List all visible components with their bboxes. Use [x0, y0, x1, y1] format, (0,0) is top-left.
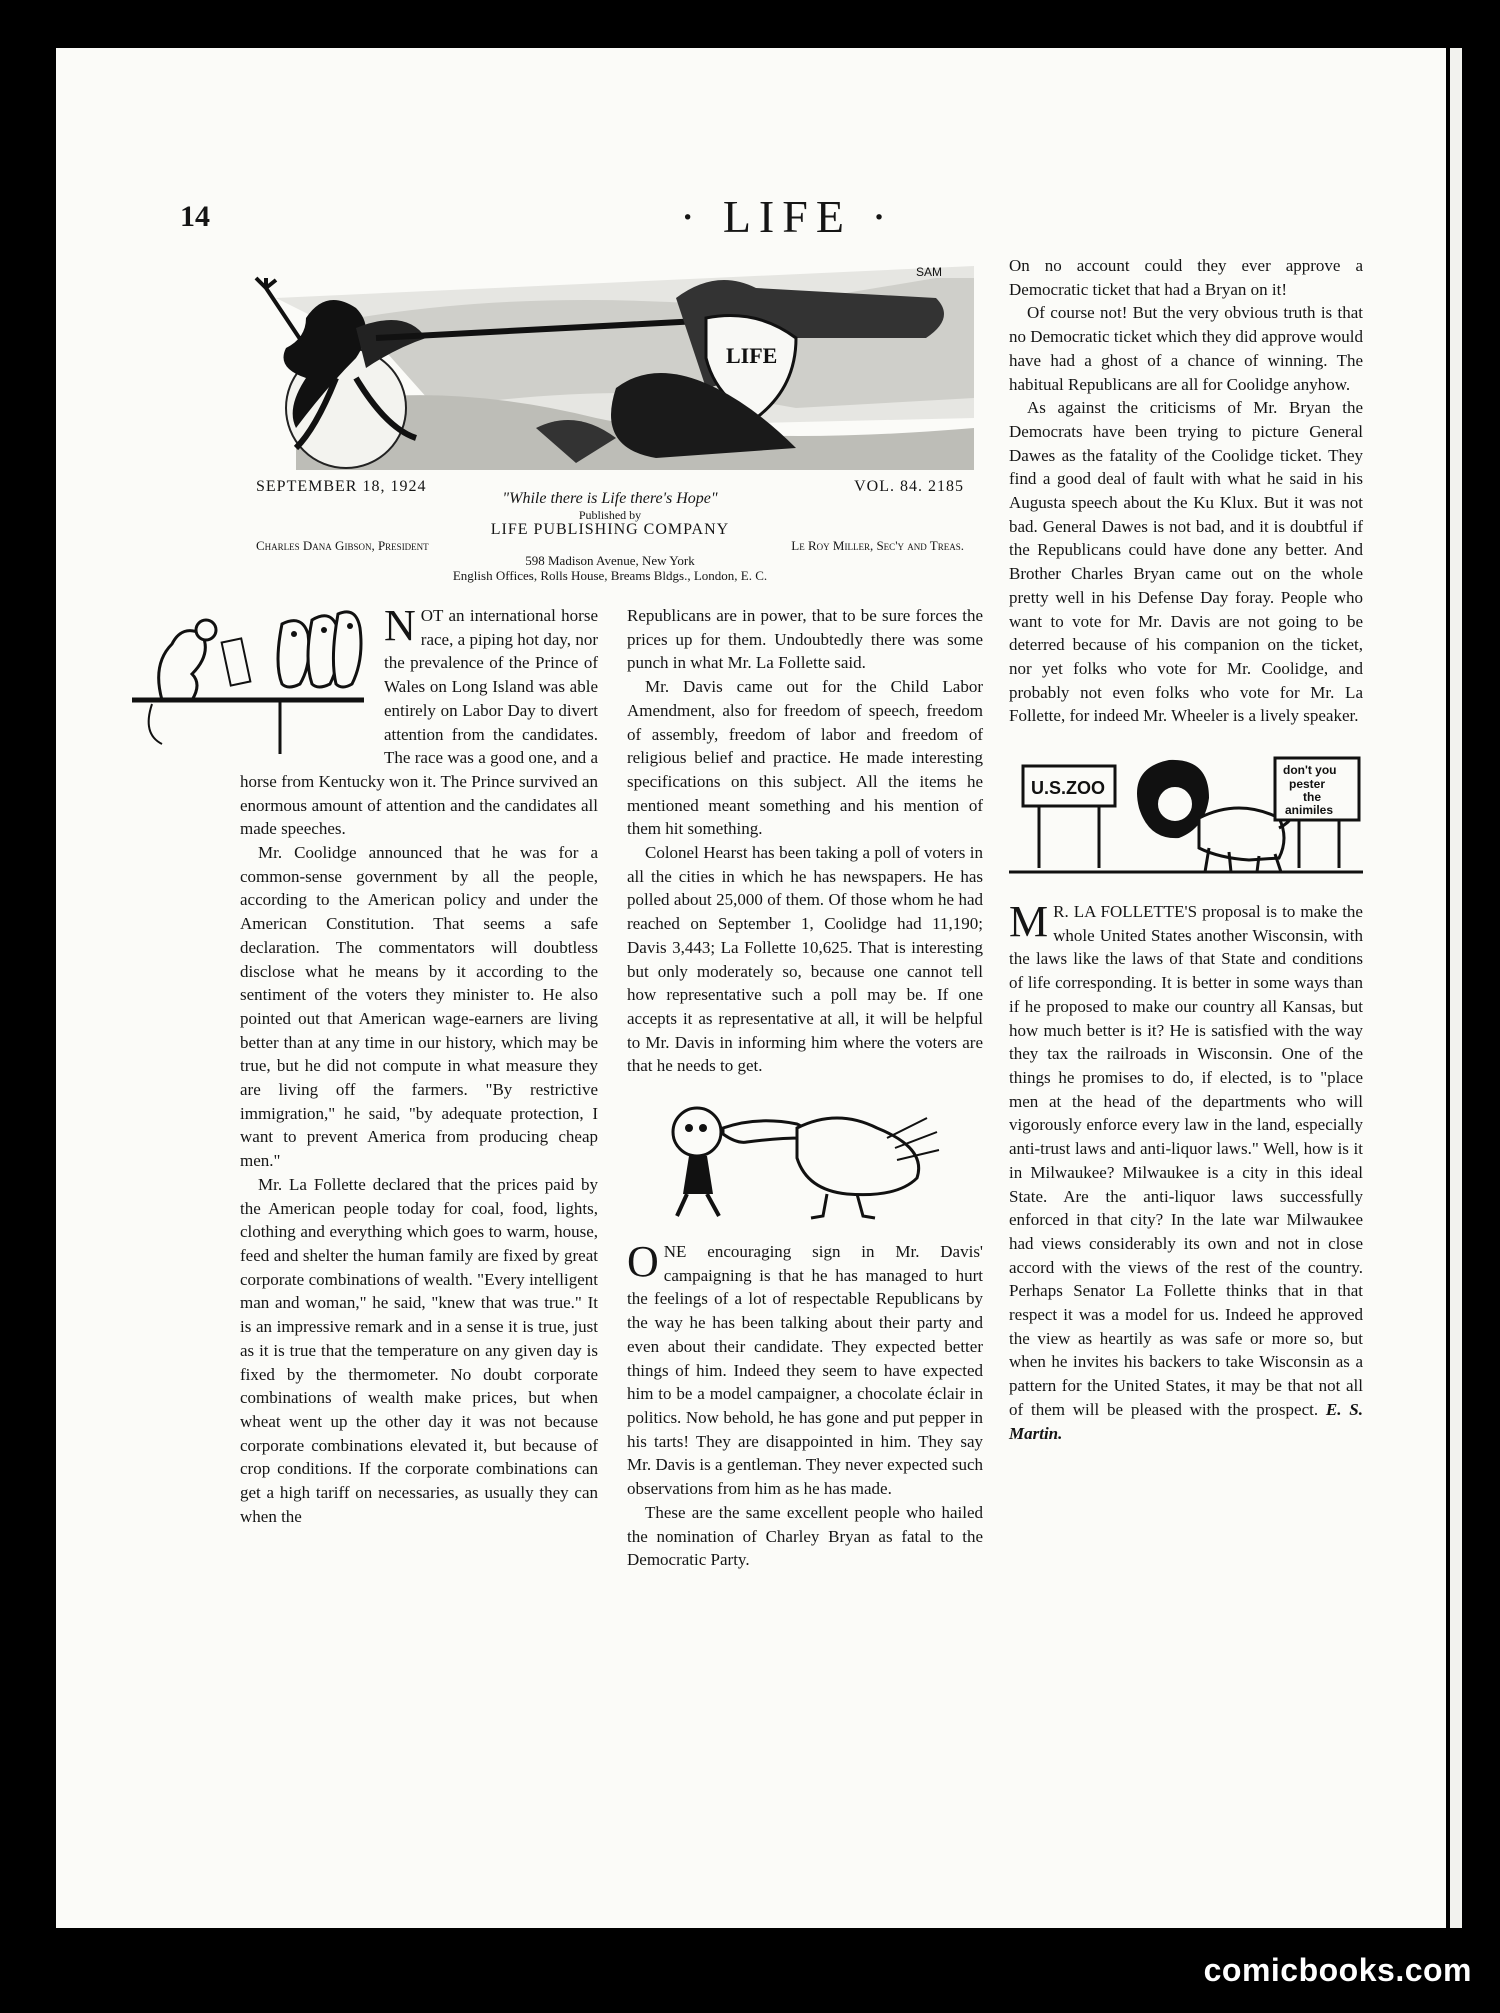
paragraph-col1-3: Mr. La Follette declared that the prices paid by the American people today for coal, food, lights, clothing and everything which goes to warm, house, feed and shelter the human family are fixed by great corporate combinations of wealth. "Every intelligent man and woman," he said, "knew that was true." It is an impressive remark and in a sense it is true, just as it is true that the temperature on any given day is fixed by the thermometer. No doubt corporate combinations of wealth make prices, but when wheat went up the other day it was not because corporate combinations elevated it, but because of crop conditions. If the corporate combinations can get a high tariff on necessaries, as usually they can when the [240, 1174, 598, 1526]
drop-cap-o: O [627, 1237, 659, 1287]
column-1 [240, 601, 598, 1762]
shield-text: LIFE [726, 343, 778, 368]
paragraph-col3-1: On no account could they ever approve a Democratic ticket that had a Bryan on it! [1009, 256, 1363, 299]
paragraph-col3-3: As against the criticisms of Mr. Bryan the Democrats have been trying to picture General Dawes as the fatality of the Coolidge ticket. They find a good deal of fault with what he said in his Augusta speech about the Ku Klux. But it was not bad. General Dawes is not bad, and it is doubtful if the Republicans could have done any better. And Brother Charles Bryan came out on the whole pretty well in his Defense Day foray. People who want to vote for Mr. Davis are not going to be deterred because of his companion on the ticket, nor yet folks who vote for Mr. Coolidge, and probably not even folks who vote for Mr. La Follette, for indeed Mr. Wheeler is a lively speaker. [1009, 398, 1363, 726]
paragraph-col2-3: Colonel Hearst has been taking a poll of voters in all the cities in which he has newspapers. He has polled about 25,000 of them. Of those whom he had reached on September 1, Coolidge had 11,190; Davis 3,443; La Follette 10,625. That is interesting but only moderately so, because one cannot tell how representative such a poll may be. If one accepts it as representative at all, it will be helpful to Mr. Davis in informing him where the voters are that he needs to get. [627, 843, 983, 1076]
paragraph-col1-1: OT an international horse race, a piping hot day, nor the prevalence of the Prince of Wales on Long Island was able entirely on Labor Day to divert attention from the candidates. The race was a good one, and a horse from Kentucky won it. The Prince survived an enormous amount of attention and the candidates all made speeches. [240, 606, 598, 839]
company-name: LIFE PUBLISHING COMPANY [490, 521, 730, 538]
paragraph-col2-4: NE encouraging sign in Mr. Davis' campaigning is that he has managed to hurt the feelings of a lot of respectable Republicans by the way he has been talking about their party and even about their candidate. They expected better things of him. Indeed they seem to have expected him to be a model campaigner, a chocolate éclair in politics. Now behold, he has gone and put pepper in his tarts! They are disappointed in him. They say Mr. Davis is a gentleman. They never expected such observations from him as he has made. [627, 1242, 983, 1499]
drop-cap-n: N [384, 601, 416, 650]
president-credit: Charles Dana Gibson, President [256, 538, 429, 553]
english-offices: English Offices, Rolls House, Breams Bldgs., London, E. C. [452, 568, 768, 583]
issue-date: SEPTEMBER 18, 1924 [256, 478, 427, 495]
paragraph-col3-4-body: proposal is to make the whole United States another Wisconsin, with the laws like the laws of that State and conditions of life corresponding. It is better in some ways than if he proposed to make our country all Kansas, but how much better is it? He is satisfied with the way they tax the railroads in Wisconsin. One of the things he promises to do, if elected, is to "place men at the head of the departments who will vigorously enforce every law in the land, especially anti-trust laws and anti-liquor laws." Well, how is it in Milwaukee? Milwaukee is a city in this ideal State. Are the anti-liquor laws successfully enforced in that city? In the late war Milwaukee had views considerably its own and not in close accord with the views of the rest of the country. Perhaps Senator La Follette thinks that in that respect it was a model for us. Indeed he approved the view as heartily as was safe or more so, but when he invites his backers to take Wisconsin as a pattern for the United States, it may be that not all of them will be pleased with the prospect. [1009, 902, 1363, 1419]
column-2 [627, 604, 983, 1762]
paragraph-col2-1: Republicans are in power, that to be sure forces the prices up for them. Undoubtedly there was some punch in what Mr. La Follette said. [627, 606, 983, 673]
page-number: 14 [180, 200, 210, 233]
header-illustration [236, 258, 974, 470]
paragraph-col3-4 [1009, 897, 1364, 1445]
artist-signature: SAM [916, 265, 943, 279]
monkey-parrots-illustration [132, 604, 380, 756]
paragraph-col3-4-lead: R. LA FOLLETTE'S [1053, 902, 1198, 922]
masthead-title: · LIFE · [680, 191, 895, 242]
goose-boy-illustration [627, 1098, 983, 1228]
column-3 [1009, 254, 1363, 1762]
drop-cap-m: M [1009, 897, 1049, 947]
pester-sign-line2: pester [1289, 777, 1326, 792]
motto: "While there is Life there's Hope" [502, 490, 718, 507]
paragraph-col2-5: These are the same excellent people who hailed the nomination of Charley Bryan as fatal to the Democratic Party. [627, 1502, 983, 1570]
secretary-credit: Le Roy Miller, Sec'y and Treas. [791, 538, 964, 553]
pester-sign-line4: animiles [1285, 803, 1334, 818]
paragraph-col1-2: Mr. Coolidge announced that he was for a common-sense government by all the people, according to the American policy and under the American Constitution. That seems a safe declaration. The commentators will doubtless disclose what he means by it according to the sentiment of the voters they minister to. He also pointed out that American wage-earners are living better than at any time in our history, which may be true, but he did not compute in what measure they are living off the farmers. "By restrictive immigration," he said, "by adequate protection, I want to prevent America from producing cheap men." [240, 843, 598, 1171]
pester-sign-line3: the [1303, 790, 1321, 805]
pester-sign-line1: don't you [1283, 763, 1337, 778]
us-zoo-lion-illustration [1009, 748, 1363, 888]
published-by: Published by [578, 508, 642, 522]
paragraph-col3-2: Of course not! But the very obvious truth is that no Democratic ticket which they did approve would have had a ghost of a chance of winning. The habitual Republicans are all for Coolidge anyhow. [1009, 303, 1363, 394]
watermark: comicbooks.com [1203, 1952, 1472, 1988]
zoo-sign-text: U.S.ZOO [1031, 778, 1106, 799]
office-address: 598 Madison Avenue, New York [525, 553, 695, 568]
volume-number: VOL. 84. 2185 [854, 478, 964, 495]
paragraph-col2-2: Mr. Davis came out for the Child Labor Amendment, also for freedom of speech, freedom of assembly, freedom of labor and freedom of religious belief and practice. He made interesting specifications on this subject. All the items he mentioned meant something and his mention of them hit something. [627, 677, 983, 839]
next-page-edge [1450, 48, 1462, 1928]
author-signature: E. S. Martin. [1009, 1399, 1364, 1443]
publication-info [250, 478, 970, 588]
